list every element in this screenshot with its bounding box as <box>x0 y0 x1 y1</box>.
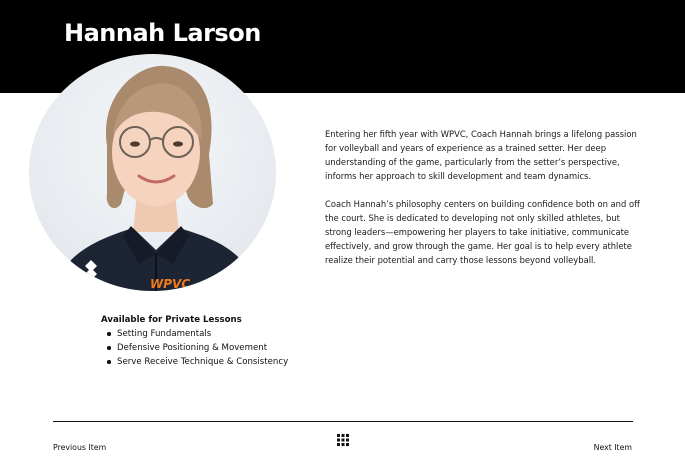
bio-text <box>325 127 645 267</box>
next-item-link[interactable]: Next Item <box>593 443 632 452</box>
list-item: Defensive Positioning & Movement <box>101 341 288 355</box>
bio-paragraph: Coach Hannah’s philosophy centers on building confidence both on and off the court. She is dedicated to developing not only skilled athletes, but strong leaders—empowering her players to take initiative, communicate effectively, and grow through the game. Her goal is to help every athlete realize their potential and carry those lessons beyond volleyball. <box>325 199 640 265</box>
lessons-list <box>101 327 288 369</box>
jersey-text: WPVC <box>150 277 191 291</box>
previous-item-link[interactable]: Previous Item <box>53 443 107 452</box>
footer-divider <box>53 421 633 422</box>
bio-paragraph: Entering her fifth year with WPVC, Coach Hannah brings a lifelong passion for volleyball and years of experience as a trained setter. Her deep understanding of the game, particularly from the setter’s perspective, informs her approach to skill development and team dynamics. <box>325 129 637 181</box>
lessons-title: Available for Private Lessons <box>101 315 242 325</box>
private-lessons <box>101 313 288 369</box>
page-title: Hannah Larson <box>64 19 261 47</box>
list-item: Setting Fundamentals <box>101 327 288 341</box>
grid-icon[interactable] <box>336 433 350 447</box>
coach-photo <box>29 54 276 291</box>
list-item: Serve Receive Technique & Consistency <box>101 355 288 369</box>
